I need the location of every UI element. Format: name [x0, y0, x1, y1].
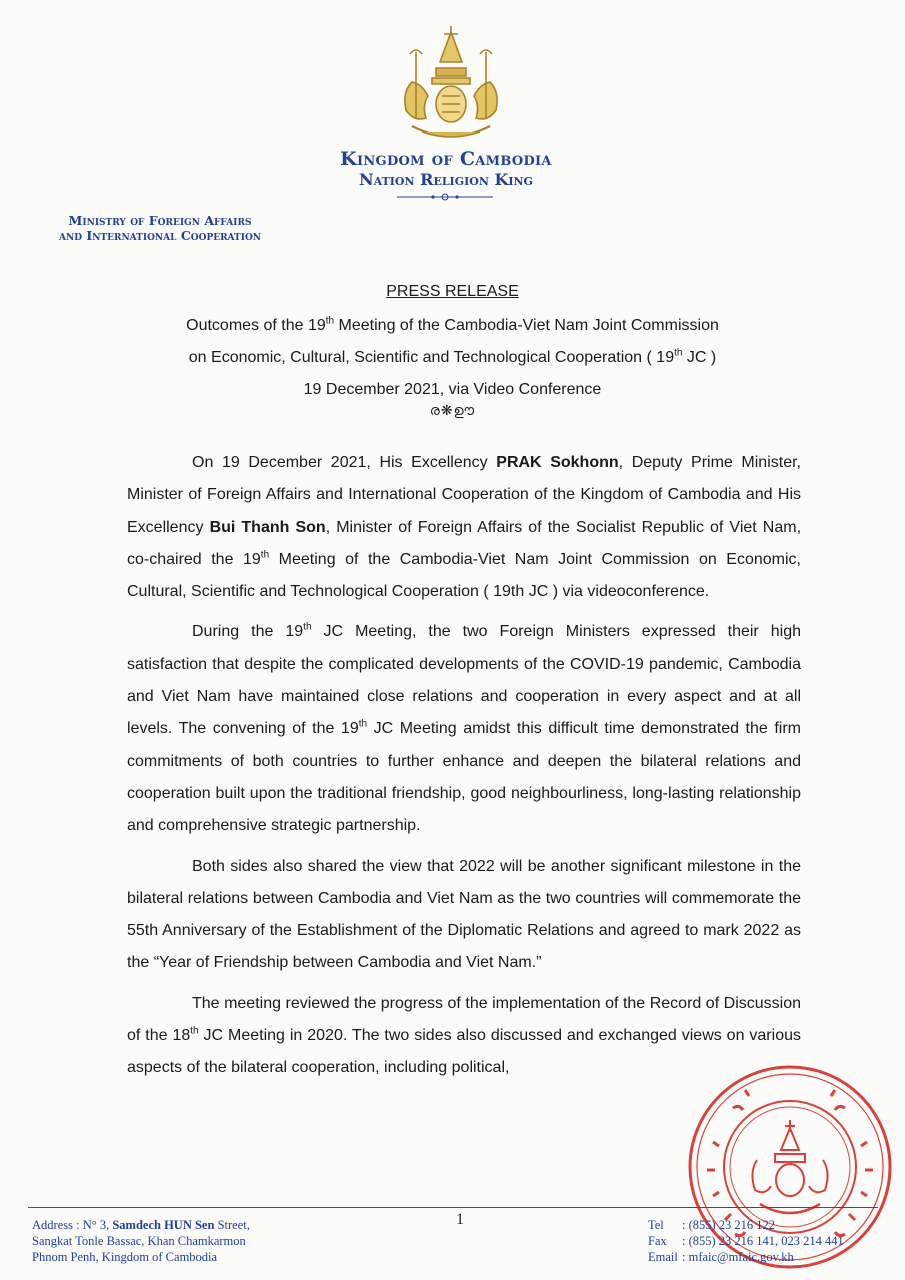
fax-row [648, 1233, 888, 1249]
page-number: 1 [456, 1211, 464, 1228]
footer-address [32, 1217, 362, 1265]
tel-value: : (855) 23 216 122 [682, 1218, 776, 1232]
section-ornament: ര❋ഊ [429, 403, 476, 419]
address-line-2: Sangkat Tonle Bassac, Khan Chamkarmon [32, 1234, 246, 1248]
email-row [648, 1249, 888, 1265]
national-motto: Nation Religion King [359, 170, 533, 189]
fax-value: : (855) 23 216 141, 023 214 441 [682, 1234, 844, 1248]
tel-label: Tel [648, 1218, 664, 1232]
address-line-1: Address : N° 3, Samdech HUN Sen Street, [32, 1218, 250, 1232]
release-date-line: 19 December 2021, via Video Conference [303, 381, 602, 398]
paragraph-2: During the 19th JC Meeting, the two Foreign Ministers expressed their high satisfaction that despite the complicated developments of the COVID-19 pandemic, Cambodia and Viet Nam have maintained close relations and cooperation in every aspect and at all levels. The convening of the 19th JC Meeting amidst this difficult time demonstrated the firm commitments of both countries to further enhance and deepen the bilateral relations and cooperation built upon the traditional friendship, good neighbourliness, long-lasting relationship and comprehensive strategic partnership. [127, 622, 801, 835]
cambodia-royal-arms-icon [392, 22, 510, 147]
kingdom-title: Kingdom of Cambodia [340, 148, 552, 170]
footer-divider [28, 1207, 878, 1208]
email-value[interactable]: : mfaic@mfaic.gov.kh [682, 1250, 794, 1264]
release-title-line-1: Outcomes of the 19th Meeting of the Cambodia-Viet Nam Joint Commission [186, 315, 719, 334]
ministry-line-1: Ministry of Foreign Affairs [68, 213, 252, 228]
ministry-name [30, 213, 290, 243]
paragraph-1: On 19 December 2021, His Excellency PRAK Sokhonn, Deputy Prime Minister, Minister of Foreign Affairs and International Cooperation of the Kingdom of Cambodia and His Excellency Bui Thanh Son, Minister of Foreign Affairs of the Socialist Republic of Viet Nam, co-chaired the 19th Meeting of the Cambodia-Viet Nam Joint Commission on Economic, Cultural, Scientific and Technological Cooperation ( 19th JC ) via videoconference. [127, 454, 802, 601]
footer-contacts [648, 1217, 888, 1265]
press-release-body [127, 447, 801, 1093]
email-label: Email [648, 1250, 678, 1264]
press-release-label: PRESS RELEASE [386, 283, 519, 300]
release-title-line-2: on Economic, Cultural, Scientific and Technological Cooperation ( 19th JC ) [188, 347, 717, 366]
paragraph-3: Both sides also shared the view that 2022 will be another significant milestone in the bilateral relations between Cambodia and Viet Nam as the two countries will commemorate the 55th Anniversary of the Establishment of the Diplomatic Relations and agreed to mark 2022 as the “Year of Friendship between Cambodia and Viet Nam.” [127, 857, 801, 972]
fax-label: Fax [648, 1234, 667, 1248]
ministry-line-2: and International Cooperation [58, 228, 262, 243]
tel-row [648, 1217, 888, 1233]
paragraph-4: The meeting reviewed the progress of the implementation of the Record of Discussion of the 18th JC Meeting in 2020. The two sides also discussed and exchanged views on various aspects of the bilateral cooperation, including political, [127, 994, 801, 1077]
ornament-divider-icon [395, 191, 495, 203]
address-line-3: Phnom Penh, Kingdom of Cambodia [32, 1250, 218, 1264]
